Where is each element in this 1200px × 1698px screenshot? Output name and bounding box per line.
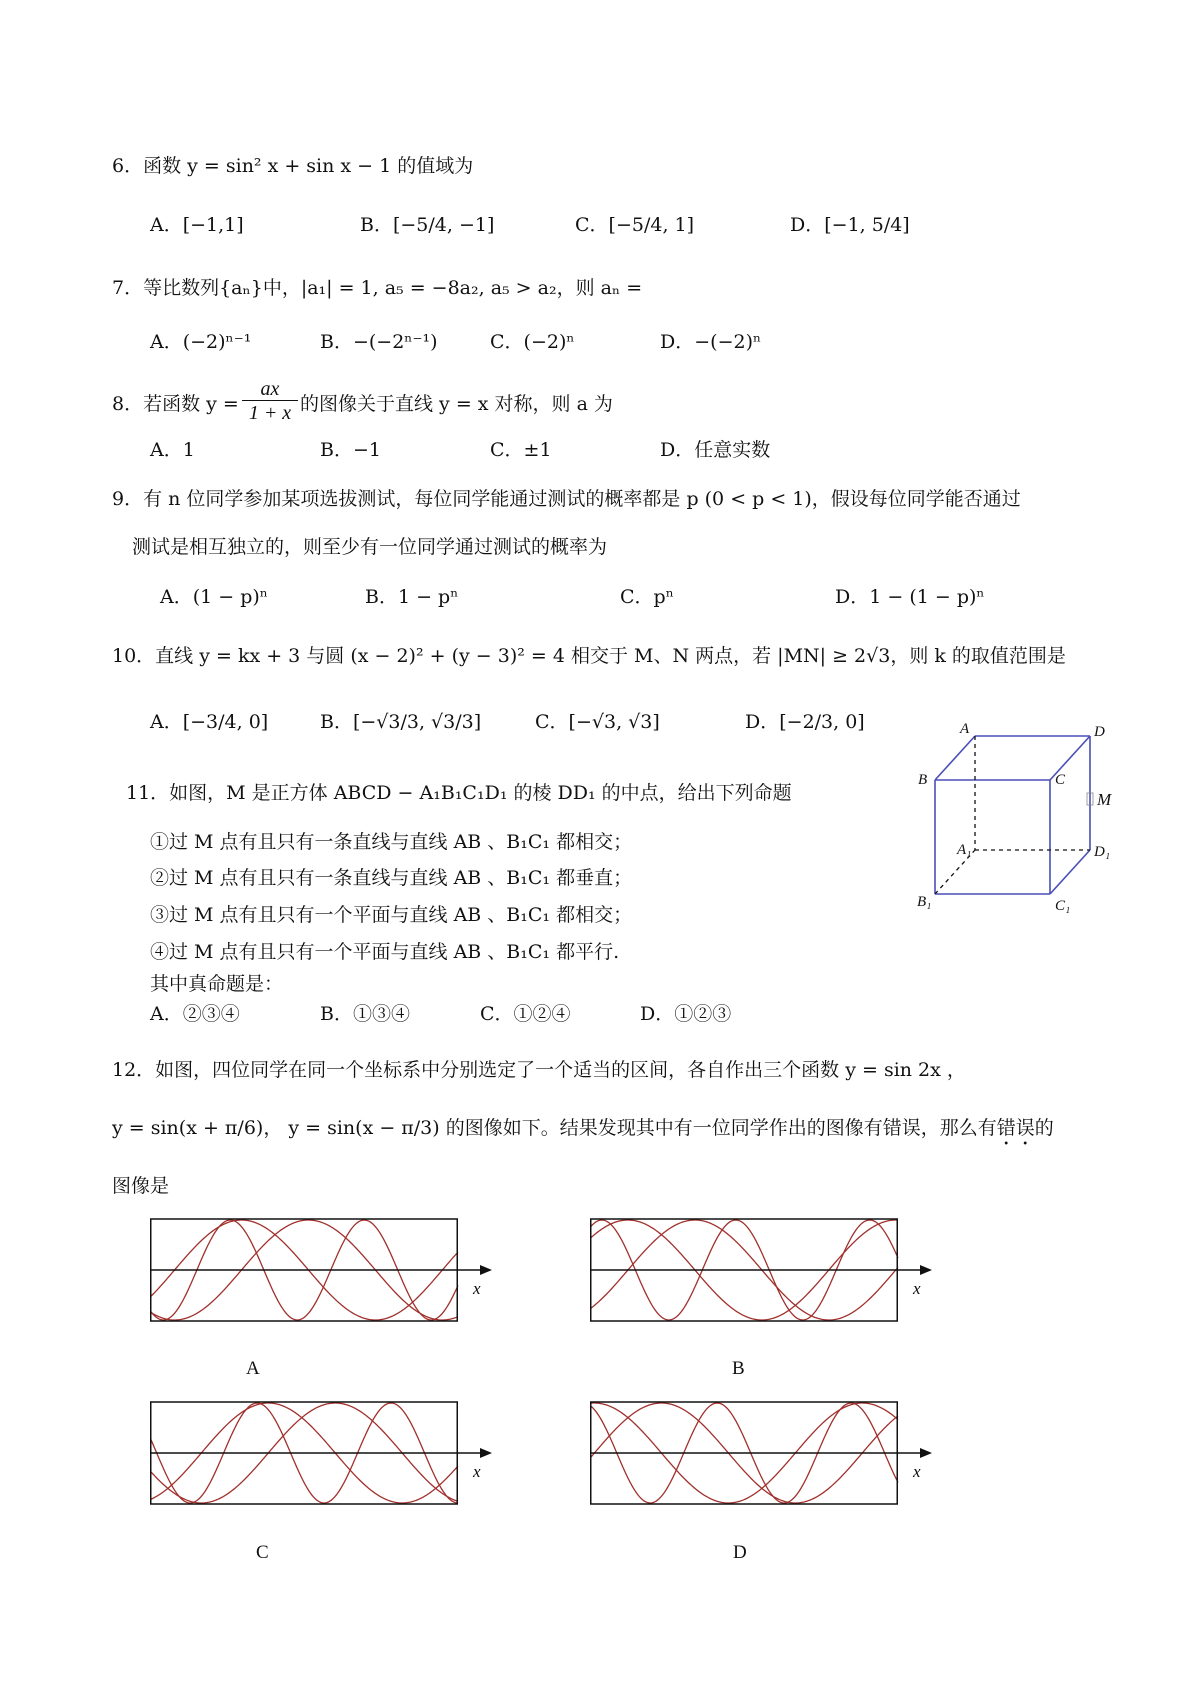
- cube-label-d: D: [1094, 724, 1105, 740]
- x-axis-label: x: [473, 1279, 481, 1298]
- x-axis-label: x: [473, 1462, 481, 1481]
- cube-label-d1: D₁: [1094, 844, 1111, 860]
- q6-option-b: B．[−5/4, −1]: [360, 214, 495, 236]
- q6-option-a: A．[−1,1]: [150, 214, 244, 236]
- q8-stem-suffix: 的图像关于直线 y = x 对称，则 a 为: [300, 393, 613, 415]
- plot-c: [150, 1398, 510, 1508]
- q10-stem: 10．直线 y = kx + 3 与圆 (x − 2)² + (y − 3)² = 4 相交于 M、N 两点，若 |MN| ≥ 2√3，则 k 的取值范围是: [112, 645, 1066, 667]
- cube-label-c1: C₁: [1055, 898, 1071, 914]
- q9-option-b: B．1 − pⁿ: [365, 586, 459, 608]
- q11-statement-4: ④过 M 点有且只有一个平面与直线 AB 、B₁C₁ 都平行.: [150, 941, 620, 963]
- q6-stem: 6．函数 y = sin² x + sin x − 1 的值域为: [112, 155, 474, 177]
- q10-option-a: A．[−3/4, 0]: [150, 711, 269, 733]
- cube-label-c: C: [1055, 772, 1066, 788]
- q11-option-b: B．①③④: [320, 1003, 410, 1025]
- q7-stem: 7．等比数列{aₙ}中，|a₁| = 1, a₅ = −8a₂, a₅ > a₂，则 aₙ =: [112, 277, 643, 299]
- q11-statement-3: ③过 M 点有且只有一个平面与直线 AB 、B₁C₁ 都相交；: [150, 904, 633, 926]
- q10-option-b: B．[−√3/3, √3/3]: [320, 711, 482, 733]
- q11-statement-1: ①过 M 点有且只有一条直线与直线 AB 、B₁C₁ 都相交；: [150, 831, 633, 853]
- plot-d: [590, 1398, 950, 1508]
- x-axis-arrow: [480, 1265, 492, 1275]
- plot-b: [590, 1215, 950, 1325]
- q7-option-b: B．−(−2ⁿ⁻¹): [320, 331, 438, 353]
- q12-emphasis-word: 错误: [996, 1117, 1035, 1139]
- q8-option-c: C．±1: [490, 439, 552, 461]
- cube-label-b1: B₁: [917, 894, 932, 910]
- q12-stem-line2: [112, 1116, 1054, 1150]
- q8-option-d: D．任意实数: [660, 439, 771, 461]
- q11-question: 其中真命题是：: [150, 973, 284, 995]
- q9-stem-line1: 9．有 n 位同学参加某项选拔测试，每位同学能通过测试的概率都是 p (0 < p < 1)，假设每位同学能否通过: [112, 488, 1021, 510]
- q7-option-a: A．(−2)ⁿ⁻¹: [150, 331, 252, 353]
- q8-fraction-denominator: 1 + x: [248, 402, 292, 424]
- q8-option-a: A．1: [150, 439, 195, 461]
- cube-label-m: M: [1097, 790, 1112, 809]
- edge-c1d1: [1050, 850, 1090, 894]
- q9-stem-line2: 测试是相互独立的，则至少有一位同学通过测试的概率为: [132, 536, 608, 558]
- x-axis-arrow: [480, 1448, 492, 1458]
- q6-option-d: D．[−1, 5/4]: [790, 214, 910, 236]
- cube-label-b: B: [918, 772, 928, 788]
- q9-option-c: C．pⁿ: [620, 586, 674, 608]
- q11-option-d: D．①②③: [640, 1003, 732, 1025]
- cube-edges: [935, 736, 1090, 894]
- plot-c-caption: C: [256, 1542, 269, 1563]
- q10-option-c: C．[−√3, √3]: [535, 711, 660, 733]
- q7-option-d: D．−(−2)ⁿ: [660, 331, 762, 353]
- q12-stem-line2-end: 的: [1034, 1117, 1054, 1139]
- cube-figure: [905, 720, 1115, 920]
- q7-option-c: C．(−2)ⁿ: [490, 331, 575, 353]
- q12-stem-line2-text: y = sin(x + π/6)， y = sin(x − π/3) 的图像如下。结果发现其中有一位同学作出的图像有错误，那么有: [112, 1117, 997, 1139]
- q11-option-a: A．②③④: [150, 1003, 240, 1025]
- q12-stem-line3: 图像是: [112, 1175, 170, 1197]
- q11-statement-2: ②过 M 点有且只有一条直线与直线 AB 、B₁C₁ 都垂直；: [150, 867, 633, 889]
- x-axis-arrow: [920, 1265, 932, 1275]
- cube-label-a: A: [960, 721, 970, 737]
- cube-hidden-edges: [935, 736, 1090, 894]
- plot-d-caption: D: [733, 1542, 747, 1563]
- q11-stem: 11．如图，M 是正方体 ABCD − A₁B₁C₁D₁ 的棱 DD₁ 的中点，给出下列命题: [126, 782, 792, 804]
- q9-option-d: D．1 − (1 − p)ⁿ: [835, 586, 985, 608]
- plot-b-caption: B: [732, 1358, 745, 1379]
- q6-option-c: C．[−5/4, 1]: [575, 214, 695, 236]
- q8-stem-prefix: 8．若函数 y =: [112, 393, 239, 415]
- x-axis-label: x: [913, 1462, 921, 1481]
- q8-option-b: B．−1: [320, 439, 381, 461]
- q10-option-d: D．[−2/3, 0]: [745, 711, 865, 733]
- x-axis-label: x: [913, 1279, 921, 1298]
- q8-fraction-numerator: ax: [242, 378, 298, 401]
- plot-a-caption: A: [246, 1358, 260, 1379]
- x-axis-arrow: [920, 1448, 932, 1458]
- q8-fraction: [242, 378, 298, 425]
- plot-a: [150, 1215, 510, 1325]
- q12-stem-line1: 12．如图，四位同学在同一个坐标系中分别选定了一个适当的区间，各自作出三个函数 y = sin 2x ，: [112, 1059, 966, 1081]
- cube-label-a1: A₁: [957, 842, 972, 858]
- edge-ab: [935, 736, 975, 780]
- q9-option-a: A．(1 − p)ⁿ: [160, 586, 269, 608]
- q11-option-c: C．①②④: [480, 1003, 571, 1025]
